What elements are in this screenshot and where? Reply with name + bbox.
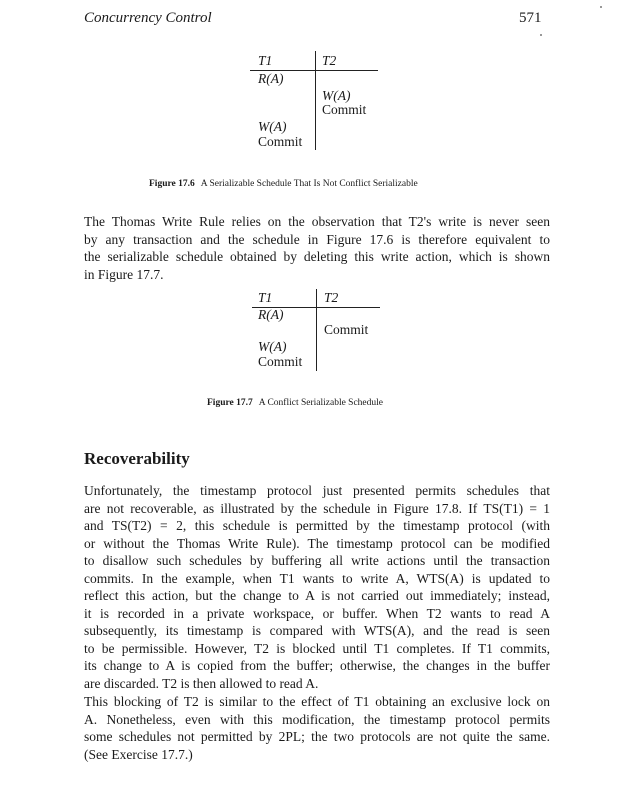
page-number: 571	[519, 10, 542, 26]
text-line: the serializable schedule obtained by deleting this write action, which is shown	[84, 249, 550, 264]
text-line: to be permissible. However, T2 is blocked until T1 completes. If T1 commits,	[84, 640, 550, 656]
t1-op: W(A)	[258, 339, 287, 354]
paragraph-recoverability	[84, 482, 550, 692]
text-line: to disallow such schedules by buffering all write actions until the transaction	[84, 553, 550, 568]
t1-op: W(A)	[258, 119, 287, 134]
caption-text: A Conflict Serializable Schedule	[258, 398, 384, 408]
column-header-t2: T2	[324, 290, 339, 305]
column-divider	[316, 289, 317, 371]
text-line: commits. In the example, when T1 wants to write A, WTS(A) is updated to	[84, 570, 550, 586]
text-line: some schedules not permitted by 2PL; the two protocols are not quite the same.	[84, 729, 550, 744]
text-line: (See Exercise 17.7.)	[84, 746, 193, 762]
figure-17-7-caption	[207, 398, 383, 408]
text-line: are not recoverable, as illustrated by the schedule in Figure 17.8. If TS(T1) = 1	[84, 500, 550, 516]
text-line: The Thomas Write Rule relies on the observation that T2's write is never seen	[84, 214, 550, 229]
running-header-title: Concurrency Control	[84, 10, 212, 26]
text-line: A. Nonetheless, even with this modification, the timestamp protocol permits	[84, 711, 550, 727]
text-line: are discarded. T2 is then allowed to read A.	[84, 675, 319, 691]
text-line: This blocking of T2 is similar to the effect of T1 obtaining an exclusive lock on	[84, 694, 550, 709]
text-line: it is recorded in a private workspace, or buffer. When T2 wants to read A	[84, 605, 550, 621]
column-header-t1: T1	[258, 53, 273, 68]
t1-op: Commit	[258, 134, 303, 149]
text-line: or without the Thomas Write Rule). The timestamp protocol can be modified	[84, 535, 550, 551]
t2-op: Commit	[322, 102, 367, 117]
t2-op: Commit	[324, 322, 369, 337]
text-line: in Figure 17.7.	[84, 266, 164, 282]
section-heading: Recoverability	[84, 449, 190, 468]
t1-op: Commit	[258, 354, 303, 369]
t1-op: R(A)	[258, 307, 284, 322]
text-line: Unfortunately, the timestamp protocol just presented permits schedules that	[84, 483, 550, 498]
text-line: reflect this action, but the change to A is not carried out immediately; instead,	[84, 588, 550, 603]
figure-label: Figure 17.6	[149, 179, 195, 189]
text-line: subsequently, its timestamp is compared with WTS(A), and the read is seen	[84, 623, 550, 638]
text-line: its change to A is copied from the buffer; otherwise, the changes in the buffer	[84, 658, 550, 673]
t2-op: W(A)	[322, 88, 351, 103]
figure-label: Figure 17.7	[207, 398, 253, 408]
column-header-t1: T1	[258, 290, 273, 305]
caption-text: A Serializable Schedule That Is Not Conflict Serializable	[200, 179, 418, 189]
paragraph-blocking	[84, 693, 550, 763]
column-header-t2: T2	[322, 53, 337, 68]
text-line: and TS(T2) = 2, this schedule is permitted by the timestamp protocol (with	[84, 518, 550, 533]
text-line: by any transaction and the schedule in Figure 17.6 is therefore equivalent to	[84, 231, 550, 247]
t1-op: R(A)	[258, 71, 284, 86]
